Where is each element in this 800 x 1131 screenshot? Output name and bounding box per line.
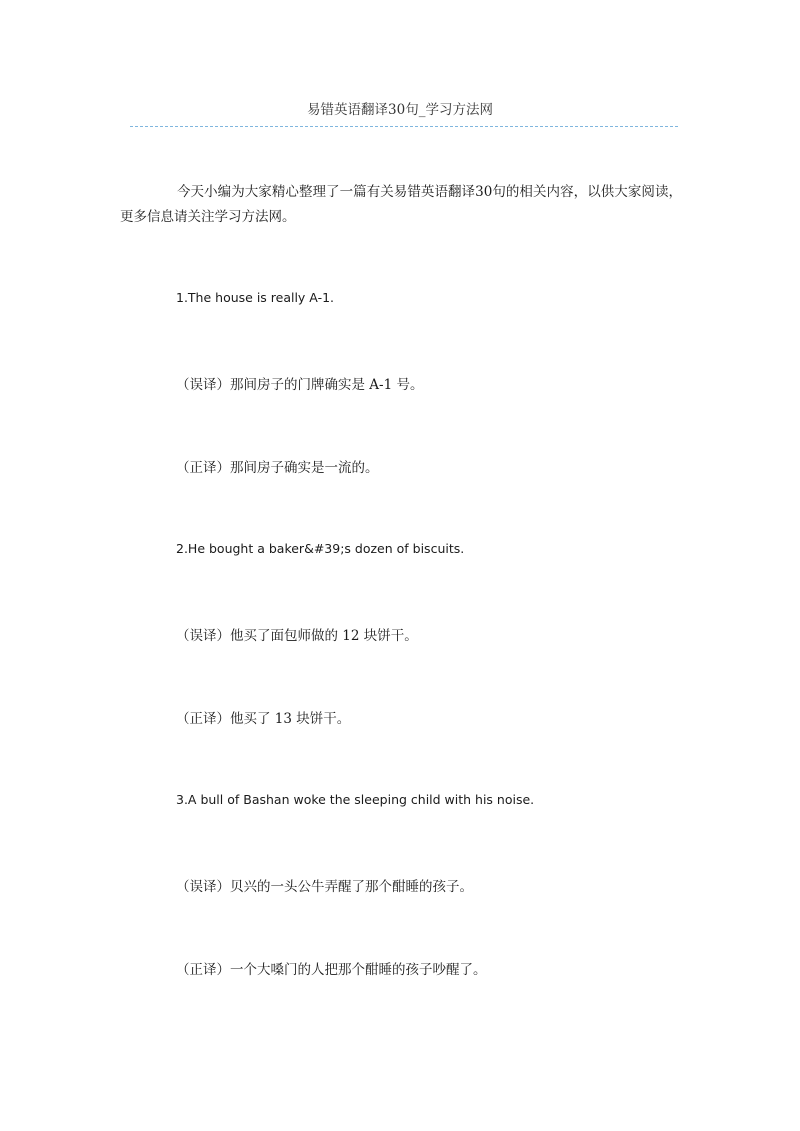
- item-3-wrong-translation: （误译）贝兴的一头公牛弄醒了那个酣睡的孩子。: [176, 879, 473, 895]
- item-1-wrong-translation: （误译）那间房子的门牌确实是 A-1 号。: [176, 377, 424, 393]
- item-3-sentence: 3.A bull of Bashan woke the sleeping child with his noise.: [176, 792, 535, 807]
- item-2-wrong-translation: （误译）他买了面包师做的 12 块饼干。: [176, 628, 418, 644]
- title-divider: [130, 126, 678, 127]
- item-1-sentence: 1.The house is really A-1.: [176, 290, 335, 305]
- item-2-correct-translation: （正译）他买了 13 块饼干。: [176, 711, 351, 727]
- page-title: 易错英语翻译30句_学习方法网: [307, 102, 493, 118]
- item-1-correct-translation: （正译）那间房子确实是一流的。: [176, 460, 379, 476]
- item-2-sentence: 2.He bought a baker&#39;s dozen of biscuits.: [176, 541, 465, 556]
- intro-paragraph: 今天小编为大家精心整理了一篇有关易错英语翻译30句的相关内容，以供大家阅读，更多信息请关注学习方法网。: [120, 184, 682, 225]
- item-3-correct-translation: （正译）一个大嗓门的人把那个酣睡的孩子吵醒了。: [176, 962, 487, 978]
